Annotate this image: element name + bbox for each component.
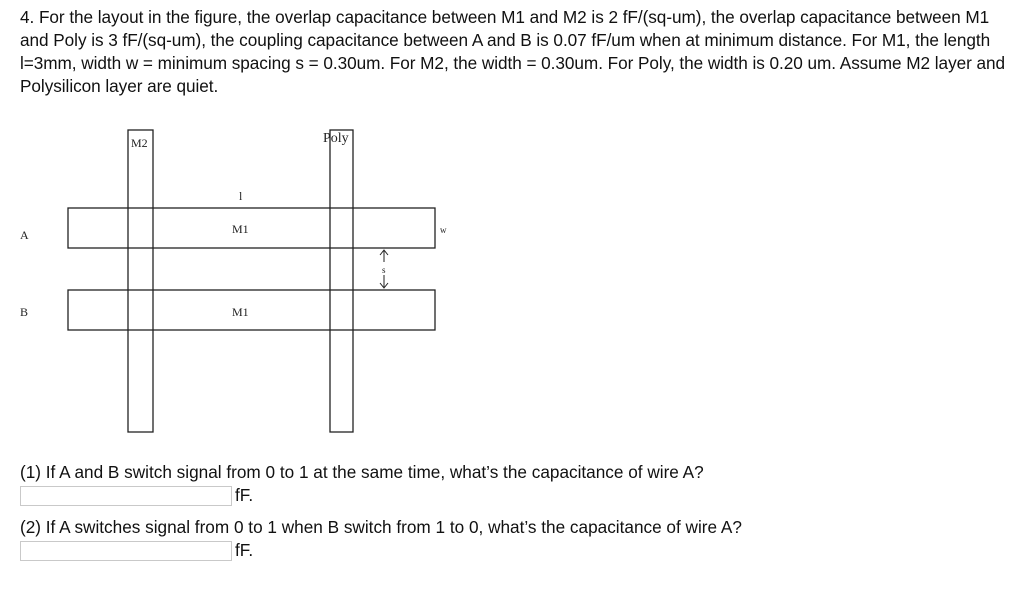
m1-bottom-label: M1 [232, 305, 249, 319]
m1-top-label: M1 [232, 222, 249, 236]
m2-label: M2 [131, 136, 148, 150]
answer-2-unit: fF. [235, 540, 254, 560]
question-2: (2) If A switches signal from 0 to 1 when B switch from 1 to 0, what’s the capacitance of wire A? [20, 517, 742, 537]
m1-wire-a [68, 208, 435, 248]
poly-label: Poly [323, 131, 349, 146]
wire-a-label: A [20, 228, 29, 242]
wire-b-label: B [20, 305, 29, 319]
poly-wire [330, 130, 353, 432]
answer-1-input[interactable] [20, 486, 232, 506]
answer-2-input[interactable] [20, 541, 232, 561]
m1-wire-b [68, 290, 435, 330]
width-label: w [440, 225, 447, 235]
answer-1-unit: fF. [235, 485, 254, 505]
m2-wire [128, 130, 153, 432]
length-label: l [239, 189, 243, 203]
spacing-label: s [382, 265, 386, 275]
problem-statement: 4. For the layout in the figure, the overlap capacitance between M1 and M2 is 2 fF/(sq-um), the overlap capacitance between M1 and Poly is 3 fF/(sq-um), the coupling capacitance between A and B is 0.07 fF/um when at minimum distance. For M1, the length l=3mm, width w = minimum spacing s = 0.30um. For M2, the width = 0.30um. For Poly, the width is 0.20 um. Assume M2 layer and Polysilicon layer are quiet. [20, 7, 1006, 96]
question-1: (1) If A and B switch signal from 0 to 1 at the same time, what’s the capacitance of wire A? [20, 462, 704, 482]
